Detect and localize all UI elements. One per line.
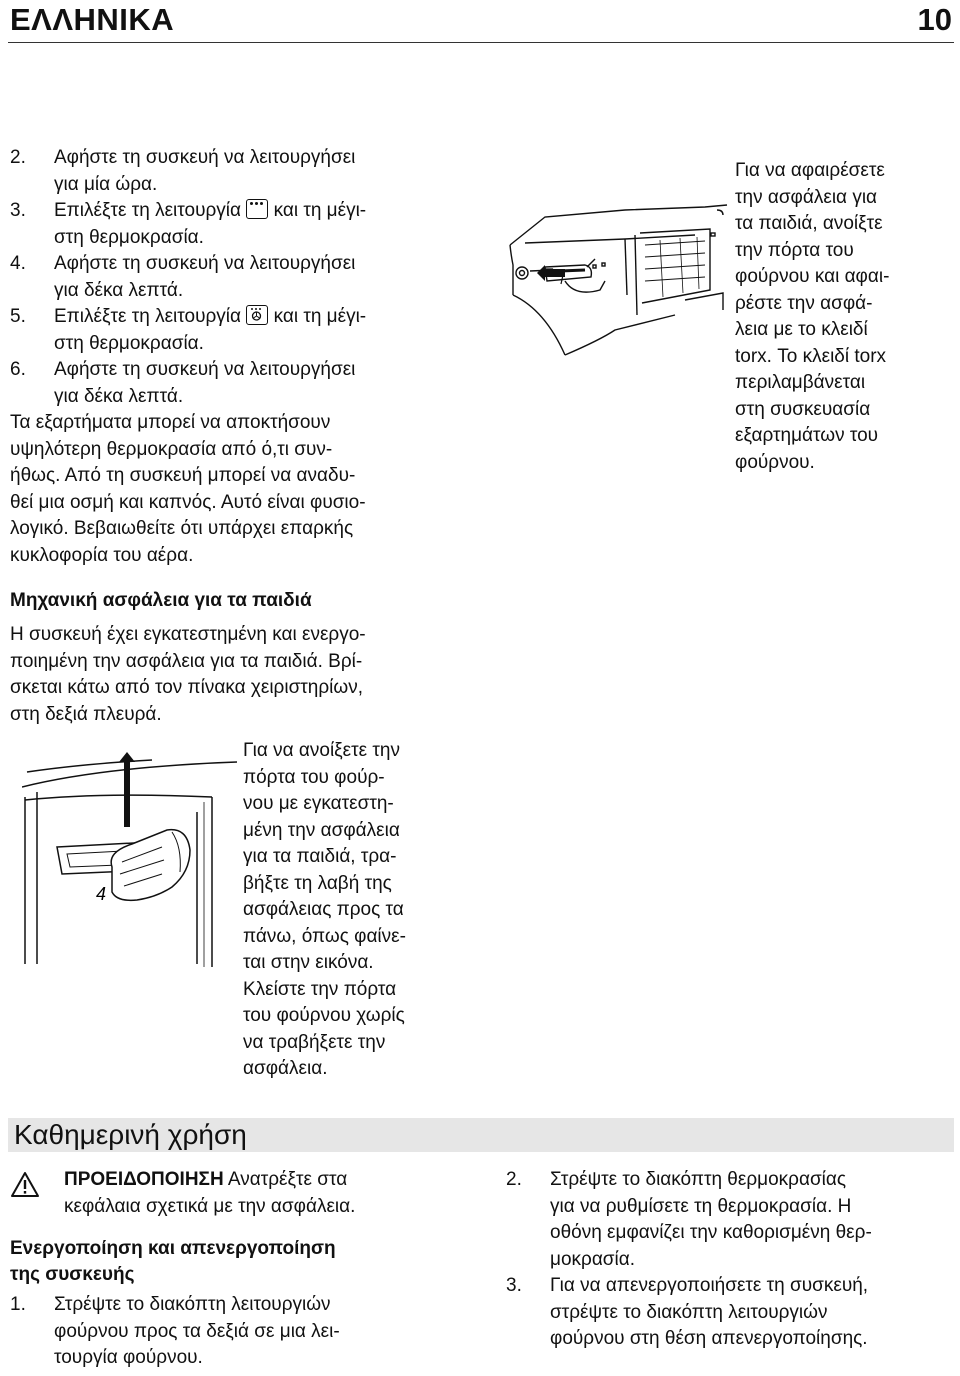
figure-mark-label: 4	[96, 884, 107, 904]
step-number: 3.	[10, 200, 26, 221]
fan-grill-icon	[246, 305, 268, 325]
section-title: Καθημερινή χρήση	[8, 1118, 954, 1152]
step-4	[10, 251, 490, 304]
step-number: 2.	[10, 147, 26, 168]
step-text: Αφήστε τη συσκευή να λειτουργήσει	[54, 359, 356, 380]
step-1: 1. Στρέψτε το διακόπτη λειτουργιών φούρνου προς τα δεξιά σε μια λει- τουργία φούρνου.	[10, 1292, 480, 1372]
step-2	[10, 145, 490, 198]
step-text: για δέκα λεπτά.	[54, 385, 184, 407]
step-text: και τη μέγι-	[273, 200, 367, 221]
page-number: 10	[917, 2, 952, 37]
child-lock-paragraph: Η συσκευή έχει εγκατεστημένη και ενεργο- ποιημένη την ασφάλεια για τα παιδιά. Βρί- σκεται κάτω από τον πίνακα χειριστηρίων, στη δεξιά πλευρά.	[10, 624, 366, 725]
step-6	[10, 357, 490, 410]
note-paragraph: Τα εξαρτήματα μπορεί να αποκτήσουν υψηλότερη θερμοκρασία από ό,τι συν- ήθως. Από τη συσκευή μπορεί να αναδυ- θεί μια οσμή και καπνός. Αυτό είναι φυσιο- λογικό. Βεβαιωθείτε ότι υπάρχει επαρκής κυκλοφορία του αέρα.	[10, 412, 366, 566]
step-text: Επιλέξτε τη λειτουργία	[54, 200, 241, 221]
step-number: 5.	[10, 306, 26, 327]
hand-lock-figure	[22, 752, 237, 967]
warning-block	[10, 1167, 480, 1220]
step-text: στη θερμοκρασία.	[54, 332, 204, 354]
step-5	[10, 304, 490, 357]
step-3-deactivate: 3. Για να απενεργοποιήσετε τη συσκευή, στρέψτε το διακόπτη λειτουργιών φούρνου στη θέση απενεργοποίησης.	[506, 1273, 956, 1353]
step-number: 6.	[10, 359, 26, 380]
step-text: στη θερμοκρασία.	[54, 226, 204, 248]
child-lock-section	[10, 588, 490, 728]
step-number: 3.	[506, 1275, 522, 1296]
step-text: Αφήστε τη συσκευή να λειτουργήσει	[54, 147, 356, 168]
steps-top-list	[10, 145, 490, 569]
step-text: και τη μέγι-	[273, 306, 367, 327]
top-heat-icon	[246, 199, 268, 219]
step-text: για μία ώρα.	[54, 173, 158, 195]
step-number: 2.	[506, 1169, 522, 1190]
header-divider	[8, 42, 954, 43]
step-2-temperature: 2. Στρέψτε το διακόπτη θερμοκρασίας για να ρυθμίσετε τη θερμοκρασία. Η οθόνη εμφανίζει την καθορισμένη θερ- μοκρασία.	[506, 1167, 956, 1273]
step-3	[10, 198, 490, 251]
activation-heading: Ενεργοποίηση και απενεργοποίηση της συσκευής	[10, 1238, 336, 1285]
step-text: για δέκα λεπτά.	[54, 279, 184, 301]
open-door-instructions: Για να ανοίξετε την πόρτα του φούρ- νου με εγκατεστη- μένη την ασφάλεια για τα παιδιά, τρα- βήξτε τη λαβή της ασφάλειας προς τα πάνω, όπως φαίνε- ται στην εικόνα. Κλείστε την πόρτα του φούρνου χωρίς να τραβήξετε την ασφάλεια.	[243, 740, 406, 1079]
remove-lock-instructions: Για να αφαιρέσετε την ασφάλεια για τα παιδιά, ανοίξτε την πόρτα του φούρνου και αφαι- ρέστε την ασφά- λεια με το κλειδί torx. Το κλειδί torx περιλαμβάνεται στη συσκευασία εξαρτημάτων του φούρνου.	[735, 160, 890, 473]
step-text: Αφήστε τη συσκευή να λειτουργήσει	[54, 253, 356, 274]
language-label: ΕΛΛΗΝΙΚΑ	[10, 2, 175, 37]
warning-icon	[10, 1167, 64, 1220]
child-lock-heading: Μηχανική ασφάλεια για τα παιδιά	[10, 590, 312, 611]
warning-text: Ανατρέξτε στα	[227, 1169, 348, 1190]
torx-removal-figure	[505, 185, 730, 380]
steps-right-list	[506, 1167, 956, 1353]
warning-text: κεφάλαια σχετικά με την ασφάλεια.	[64, 1195, 356, 1217]
step-number: 4.	[10, 253, 26, 274]
step-text: Επιλέξτε τη λειτουργία	[54, 306, 241, 327]
step-number: 1.	[10, 1294, 26, 1315]
activation-section	[10, 1236, 480, 1372]
warning-label: ΠΡΟΕΙΔΟΠΟΙΗΣΗ	[64, 1169, 224, 1190]
